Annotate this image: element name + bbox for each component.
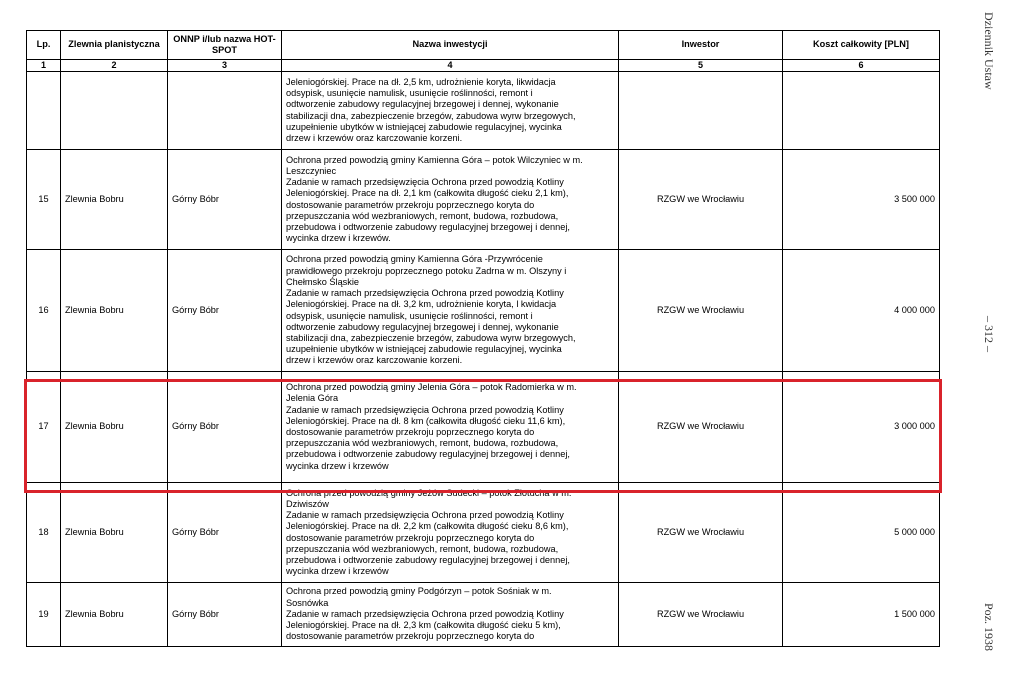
row-koszt: 3 000 000: [783, 372, 940, 483]
row-lp: 19: [27, 583, 61, 647]
description-line: Zadanie w ramach przedsięwzięcia Ochrona przed powodzią Kotliny: [286, 404, 564, 415]
row-onnp: Górny Bóbr: [168, 583, 282, 647]
description-line: przepuszczania wód wezbraniowych, remont, budowa, rozbudowa,: [286, 543, 559, 554]
description-line: Ochrona przed powodzią gminy Jeżów Sudecki – potok Złotucha w m.: [286, 487, 572, 498]
description-line: odsypisk, usunięcie namulisk, usunięcie roślinności, remont i: [286, 310, 533, 321]
description-line: przebudowa i odtworzenie zabudowy regulacyjnej brzegowej i dennej,: [286, 221, 570, 232]
row-lp: 17: [27, 372, 61, 483]
row-onnp: Górny Bóbr: [168, 150, 282, 250]
description-line: drzew i krzewów oraz karczowanie korzeni.: [286, 132, 463, 143]
description-line: Ochrona przed powodzią gminy Podgórzyn – potok Sośniak w m.: [286, 586, 552, 597]
journal-title: Dziennik Ustaw: [982, 12, 996, 90]
row-onnp: Górny Bóbr: [168, 250, 282, 372]
description-line: Jeleniogórskiej. Prace na dł. 2,3 km (całkowita długość cieku 5 km),: [286, 620, 561, 631]
description-line: Jeleniogórskiej. Prace na dł. 2,2 km (całkowita długość cieku 8,6 km),: [286, 521, 569, 532]
row-description: [282, 372, 619, 483]
description-line: Ochrona przed powodzią gminy Kamienna Góra -Przywrócenie: [286, 254, 543, 265]
description-line: dostosowanie parametrów przekroju poprzecznego koryta do: [286, 427, 535, 437]
row-inwestor: RZGW we Wrocławiu: [619, 372, 783, 483]
row-inwestor: [619, 72, 783, 150]
description-line: wycinka drzew i krzewów: [286, 566, 389, 577]
row-zlewnia: Zlewnia Bobru: [61, 250, 168, 372]
table-row: [27, 150, 940, 250]
description-line: prawidłowego przekroju poprzecznego potoku Zadrna w m. Olszyny i: [286, 265, 567, 276]
row-inwestor: RZGW we Wrocławiu: [619, 150, 783, 250]
description-line: Jeleniogórskiej. Prace na dł. 2,1 km (całkowita długość cieku 2,1 km),: [286, 188, 569, 199]
description-line: przepuszczania wód wezbraniowych, remont, budowa, rozbudowa,: [286, 210, 559, 221]
row-inwestor: RZGW we Wrocławiu: [619, 250, 783, 372]
column-number: 6: [783, 60, 940, 72]
row-lp: 16: [27, 250, 61, 372]
column-number: 4: [282, 60, 619, 72]
description-line: uzupełnienie ubytków w istniejącej zabudowie regulacyjnej, wycinka: [286, 344, 562, 355]
description-line: Jelenia Góra: [286, 393, 339, 404]
table-header-row: [27, 31, 940, 60]
row-description: [282, 583, 619, 647]
table-row: [27, 583, 940, 647]
row-description: [282, 250, 619, 372]
row-inwestor: RZGW we Wrocławiu: [619, 583, 783, 647]
column-number-row: [27, 60, 940, 72]
row-lp: [27, 72, 61, 150]
row-zlewnia: Zlewnia Bobru: [61, 483, 168, 583]
row-koszt: [783, 72, 940, 150]
column-number: 2: [61, 60, 168, 72]
row-zlewnia: Zlewnia Bobru: [61, 583, 168, 647]
description-line: uzupełnienie ubytków w istniejącej zabudowie regulacyjnej, wycinka: [286, 121, 562, 132]
description-line: odtworzenie zabudowy regulacyjnej brzegowej i dennej, wykonanie: [286, 99, 559, 110]
position-number: Poz. 1938: [982, 603, 996, 651]
description-line: Jeleniogórskiej. Prace na dł. 2,5 km, udrożnienie koryta, likwidacja: [286, 76, 556, 87]
description-line: Zadanie w ramach przedsięwzięcia Ochrona przed powodzią Kotliny: [286, 177, 564, 188]
row-koszt: 5 000 000: [783, 483, 940, 583]
description-line: Ochrona przed powodzią gminy Jelenia Góra – potok Radomierka w m.: [286, 382, 577, 393]
table-row: [27, 72, 940, 150]
description-line: Sosnówka: [286, 597, 329, 608]
description-line: stabilizacji dna, zabezpieczenie brzegów, zabudowa wyrw brzegowych,: [286, 332, 576, 343]
column-number: 5: [619, 60, 783, 72]
column-number: 3: [168, 60, 282, 72]
row-koszt: 1 500 000: [783, 583, 940, 647]
row-inwestor: RZGW we Wrocławiu: [619, 483, 783, 583]
header-koszt: Koszt całkowity [PLN]: [783, 31, 940, 60]
description-line: odtworzenie zabudowy regulacyjnej brzegowej i dennej, wykonanie: [286, 321, 559, 332]
description-line: przebudowa i odtworzenie zabudowy regulacyjnej brzegowej i dennej,: [286, 554, 570, 565]
description-line: stabilizacji dna, zabezpieczenie brzegów, zabudowa wyrw brzegowych,: [286, 110, 576, 121]
page-number: – 312 –: [982, 316, 996, 352]
table-row: [27, 250, 940, 372]
row-description: [282, 150, 619, 250]
description-line: odsypisk, usunięcie namulisk, usunięcie roślinności, remont i: [286, 88, 533, 99]
description-line: Ochrona przed powodzią gminy Kamienna Góra – potok Wilczyniec w m.: [286, 154, 583, 165]
description-line: Dziwiszów: [286, 498, 329, 509]
description-line: przebudowa i odtworzenie zabudowy regulacyjnej brzegowej i dennej,: [286, 449, 570, 460]
table-row: [27, 372, 940, 483]
row-onnp: [168, 72, 282, 150]
description-line: wycinka drzew i krzewów: [286, 460, 389, 471]
description-line: dostosowanie parametrów przekroju poprzecznego koryta do: [286, 199, 535, 210]
row-onnp: Górny Bóbr: [168, 372, 282, 483]
description-line: drzew i krzewów oraz karczowanie korzeni.: [286, 355, 463, 366]
description-line: Leszczyniec: [286, 165, 337, 176]
description-line: Zadanie w ramach przedsięwzięcia Ochrona przed powodzią Kotliny: [286, 510, 564, 521]
description-line: wycinka drzew i krzewów.: [286, 233, 391, 244]
investment-table: [26, 30, 940, 647]
description-line: przepuszczania wód wezbraniowych, remont, budowa, rozbudowa,: [286, 438, 559, 449]
row-koszt: 4 000 000: [783, 250, 940, 372]
row-zlewnia: Zlewnia Bobru: [61, 372, 168, 483]
header-onnp: ONNP i/lub nazwa HOT-SPOT: [168, 31, 282, 60]
description-line: Chełmsko Śląskie: [286, 276, 360, 287]
row-description: [282, 483, 619, 583]
table-row: [27, 483, 940, 583]
row-lp: 18: [27, 483, 61, 583]
row-description: [282, 72, 619, 150]
header-zlewnia: Zlewnia planistyczna: [61, 31, 168, 60]
row-onnp: Górny Bóbr: [168, 483, 282, 583]
header-inwestor: Inwestor: [619, 31, 783, 60]
header-nazwa: Nazwa inwestycji: [282, 31, 619, 60]
description-line: Jeleniogórskiej. Prace na dł. 3,2 km, udrożnienie koryta, l kwidacja: [286, 299, 557, 310]
row-lp: 15: [27, 150, 61, 250]
description-line: Zadanie w ramach przedsięwzięcia Ochrona przed powodzią Kotliny: [286, 288, 564, 299]
row-zlewnia: Zlewnia Bobru: [61, 150, 168, 250]
row-koszt: 3 500 000: [783, 150, 940, 250]
description-line: dostosowanie parametrów przekroju poprzecznego koryta do: [286, 631, 535, 642]
row-zlewnia: [61, 72, 168, 150]
description-line: dostosowanie parametrów przekroju poprzecznego koryta do: [286, 532, 535, 543]
description-line: Jeleniogórskiej. Prace na dł. 8 km (całkowita długość cieku 11,6 km),: [286, 415, 566, 426]
header-lp: Lp.: [27, 31, 61, 60]
column-number: 1: [27, 60, 61, 72]
description-line: Zadanie w ramach przedsięwzięcia Ochrona przed powodzią Kotliny: [286, 608, 564, 619]
